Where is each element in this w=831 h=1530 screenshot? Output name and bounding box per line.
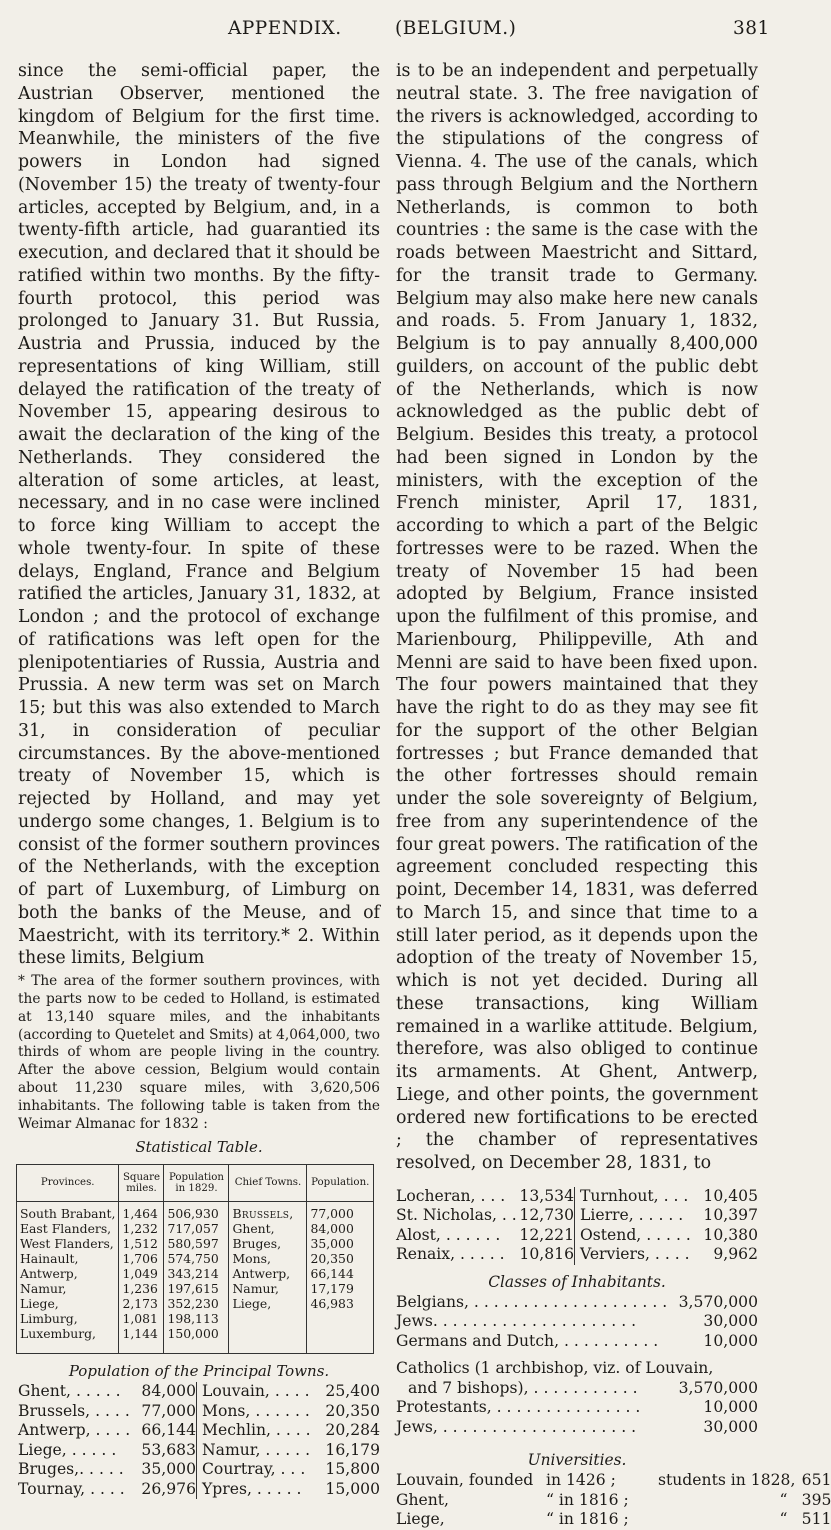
footnote: * The area of the former southern provinces, with the parts now to be ceded to Holland, is estimated at 13,140 square miles, and the inhabitants (according to Quetelet and Smits) at 4,064,000, two thirds of whom are people living in the country. After the above cession, Belgium would contain about 11,230 square miles, with 3,620,506 inhabitants. The following table is taken from the Weimar Almanac for 1832 : (18, 973, 380, 1132)
cell-town: Brussels, (229, 1201, 307, 1221)
cell-population: 352,230 (164, 1296, 229, 1311)
class-value: 30,000 (703, 1417, 758, 1436)
table-header-row (17, 1164, 374, 1201)
town-name: Liege, . . . . . (18, 1440, 117, 1459)
list-item (396, 1398, 758, 1418)
cell-miles: 2,173 (119, 1296, 164, 1311)
town-name: Ostend, . . . . . (580, 1225, 691, 1244)
cell-population: 506,930 (164, 1201, 229, 1221)
town-population: 10,397 (703, 1206, 758, 1225)
cell-town-pop: 66,144 (307, 1266, 374, 1281)
cell-miles: 1,144 (119, 1326, 164, 1354)
list-item (18, 1382, 196, 1402)
town-name: Turnhout, . . . (580, 1186, 689, 1205)
cell-town-pop (307, 1326, 374, 1354)
list-item (202, 1382, 380, 1402)
table-row (17, 1201, 374, 1221)
cell-town-pop (307, 1311, 374, 1326)
town-population: 12,730 (519, 1206, 574, 1225)
cell-province: Liege, (17, 1296, 119, 1311)
header-chief-towns: Chief Towns. (229, 1164, 307, 1201)
town-name: Bruges,. . . . . (18, 1460, 124, 1479)
cell-miles: 1,464 (119, 1201, 164, 1221)
cell-town (229, 1311, 307, 1326)
university-students: 651 (801, 1471, 831, 1490)
cell-population: 574,750 (164, 1251, 229, 1266)
list-item (580, 1206, 758, 1226)
table-row (17, 1236, 374, 1251)
left-column (18, 60, 380, 1499)
class-value: 10,000 (703, 1398, 758, 1417)
cell-town-pop: 84,000 (307, 1221, 374, 1236)
cell-province: Antwerp, (17, 1266, 119, 1281)
town-name: Mechlin, . . . . (202, 1421, 311, 1440)
town-population: 84,000 (141, 1382, 196, 1401)
page-number: 381 (733, 18, 770, 39)
university-students-label: “ (779, 1490, 788, 1509)
left-main-text: since the semi-official paper, the Austrian Observer, mentioned the kingdom of Belgium for the first time. Meanwhile, the ministers of the five powers in London had signed (November 15) the treaty of twenty-four articles, accepted by Belgium, and, in a twenty-fifth article, had guarantied its execution, and declared that it should be ratified within two months. By the fifty-fourth protocol, this period was prolonged to January 31. But Russia, Austria and Prussia, induced by the representations of king William, still delayed the ratification of the treaty of November 15, appearing desirous to await the declaration of the king of the Netherlands. They considered the alteration of some articles, at least, necessary, and in no case were inclined to force king William to accept the whole twenty-four. In spite of these delays, England, France and Belgium ratified the articles, January 31, 1832, at London ; and the protocol of exchange of ratifications was left open for the plenipotentiaries of Russia, Austria and Prussia. A new term was set on March 15; but this was also extended to March 31, in consideration of peculiar circumstances. By the above-mentioned treaty of November 15, which is rejected by Holland, and may yet undergo some changes, 1. Belgium is to consist of the former southern provinces of the Netherlands, with the exception of part of Luxemburg, of Limburg on both the banks of the Meuse, and of Maestricht, with its territory.* 2. Within these limits, Belgium (18, 61, 380, 969)
town-population: 20,284 (325, 1421, 380, 1440)
class-value: 10,000 (703, 1331, 758, 1350)
towns-column-1 (18, 1382, 196, 1499)
town-population: 16,179 (325, 1440, 380, 1459)
town-population: 15,000 (325, 1479, 380, 1498)
more-towns-column-2 (574, 1187, 758, 1265)
university-name: Liege, (396, 1510, 445, 1529)
town-population: 53,683 (141, 1440, 196, 1459)
header-belgium: (BELGIUM.) (395, 18, 517, 39)
cell-town: Antwerp, (229, 1266, 307, 1281)
list-item (396, 1206, 574, 1226)
cell-province: Luxemburg, (17, 1326, 119, 1354)
header-provinces: Provinces. (17, 1164, 119, 1201)
cell-town-pop: 35,000 (307, 1236, 374, 1251)
table-row (17, 1326, 374, 1354)
cell-miles: 1,512 (119, 1236, 164, 1251)
town-name: Brussels, . . . . (18, 1401, 130, 1420)
cell-town-pop: 17,179 (307, 1281, 374, 1296)
table-row (17, 1296, 374, 1311)
cell-town: Ghent, (229, 1221, 307, 1236)
cell-town-pop: 77,000 (307, 1201, 374, 1221)
town-name: Louvain, . . . . (202, 1382, 310, 1401)
header-appendix: APPENDIX. (228, 18, 342, 39)
principal-towns-list (18, 1382, 380, 1499)
cell-province: West Flanders, (17, 1236, 119, 1251)
class-name: Jews. . . . . . . . . . . . . . . . . . . . . (396, 1312, 637, 1331)
list-item (202, 1421, 380, 1441)
towns-column-2 (196, 1382, 380, 1499)
table-row (17, 1266, 374, 1281)
town-name: Verviers, . . . . (580, 1245, 690, 1264)
cell-town (229, 1326, 307, 1354)
list-item (396, 1187, 574, 1207)
list-item (396, 1226, 574, 1246)
university-students-label: students in 1828, (658, 1471, 796, 1490)
cell-miles: 1,081 (119, 1311, 164, 1326)
cell-miles: 1,049 (119, 1266, 164, 1281)
cell-town: Mons, (229, 1251, 307, 1266)
list-item (202, 1441, 380, 1461)
right-column (396, 60, 831, 1530)
header-square-miles: Square miles. (119, 1164, 164, 1201)
list-item (202, 1480, 380, 1500)
list-item (18, 1460, 196, 1480)
class-value: 30,000 (703, 1312, 758, 1331)
town-population: 26,976 (141, 1479, 196, 1498)
universities-title: Universities. (527, 1451, 627, 1470)
university-founded: in 1426 ; (546, 1471, 616, 1490)
town-name: Courtray, . . . (202, 1460, 306, 1479)
town-population: 77,000 (141, 1401, 196, 1420)
class-value: 3,570,000 (678, 1378, 758, 1397)
cell-population: 197,615 (164, 1281, 229, 1296)
university-students: 511 (801, 1510, 831, 1529)
cell-province: Limburg, (17, 1311, 119, 1326)
table-row (17, 1311, 374, 1326)
statistical-table-title: Statistical Table. (135, 1137, 263, 1156)
list-item (18, 1441, 196, 1461)
town-name: Antwerp, . . . . (18, 1421, 131, 1440)
list-item (580, 1245, 758, 1265)
class-name: Germans and Dutch, . . . . . . . . . . (396, 1331, 659, 1350)
university-students: 395 (801, 1490, 831, 1509)
universities-list (396, 1471, 831, 1530)
town-name: Lierre, . . . . . (580, 1206, 684, 1225)
cell-miles: 1,706 (119, 1251, 164, 1266)
list-item (202, 1402, 380, 1422)
list-item (396, 1245, 574, 1265)
cell-town: Bruges, (229, 1236, 307, 1251)
town-population: 10,816 (519, 1245, 574, 1264)
right-main-text: is to be an independent and perpetually neutral state. 3. The free navigation of the rivers is acknowledged, according to the stipulations of the congress of Vienna. 4. The use of the canals, which pass through Belgium and the Northern Netherlands, is common to both countries : the same is the case with the roads between Maestricht and Sittard, for the transit trade to Germany. Belgium may also make here new canals and roads. 5. From January 1, 1832, Belgium is to pay annually 8,400,000 guilders, on account of the public debt of the Netherlands, which is now acknowledged as the public debt of Belgium. Besides this treaty, a protocol had been signed in London by the ministers, with the exception of the French minister, April 17, 1831, according to which a part of the Belgic fortresses were to be razed. When the treaty of November 15 had been adopted by Belgium, France insisted upon the fulfilment of this promise, and Marienbourg, Philippeville, Ath and Menni are said to have been fixed upon. The four powers maintained that they have the right to do as they may see fit for the support of the other Belgian fortresses ; but France demanded that the other fortresses should remain under the sole sovereignty of Belgium, free from any superintendence of the four great powers. The ratification of the agreement concluded respecting this point, December 14, 1831, was deferred to March 15, and since that time to a still later period, as it depends upon the adoption of the treaty of November 15, which is not yet decided. During all these transactions, king William remained in a warlike attitude. Belgium, therefore, was also obliged to continue its armaments. At Ghent, Antwerp, Liege, and other points, the government ordered new fortifications to be erected ; the chamber of representatives resolved, on December 28, 1831, to (396, 61, 758, 1173)
cell-town: Liege, (229, 1296, 307, 1311)
cell-miles: 1,232 (119, 1221, 164, 1236)
town-population: 12,221 (519, 1225, 574, 1244)
principal-towns-title: Population of the Principal Towns. (68, 1362, 330, 1381)
list-item (580, 1226, 758, 1246)
cell-province: South Brabant, (17, 1201, 119, 1221)
town-name: Locheran, . . . (396, 1186, 506, 1205)
town-population: 10,380 (703, 1225, 758, 1244)
cell-town-pop: 20,350 (307, 1251, 374, 1266)
class-name: Belgians, . . . . . . . . . . . . . . . . . . . . (396, 1292, 668, 1311)
cell-population: 198,113 (164, 1311, 229, 1326)
town-population: 25,400 (325, 1382, 380, 1401)
list-item (396, 1418, 758, 1438)
town-name: Tournay, . . . . (18, 1479, 125, 1498)
class-name: and 7 bishops), . . . . . . . . . . . (408, 1378, 638, 1397)
town-population: 20,350 (325, 1401, 380, 1420)
classes-list (396, 1293, 758, 1438)
cell-province: East Flanders, (17, 1221, 119, 1236)
list-item (18, 1402, 196, 1422)
list-item (396, 1332, 758, 1352)
cell-town: Namur, (229, 1281, 307, 1296)
list-item (396, 1379, 758, 1399)
more-towns-list (396, 1187, 758, 1265)
list-item (396, 1312, 758, 1332)
cell-miles: 1,236 (119, 1281, 164, 1296)
town-population: 35,000 (141, 1460, 196, 1479)
list-item (580, 1187, 758, 1207)
table-row (17, 1251, 374, 1266)
cell-population: 717,057 (164, 1221, 229, 1236)
page-header (0, 18, 800, 48)
table-row (17, 1281, 374, 1296)
town-population: 15,800 (325, 1460, 380, 1479)
town-name: Ghent, . . . . . (18, 1382, 121, 1401)
class-name: Protestants, . . . . . . . . . . . . . . . (396, 1398, 641, 1417)
list-item (18, 1480, 196, 1500)
table-row (17, 1221, 374, 1236)
town-population: 10,405 (703, 1186, 758, 1205)
header-population: Population in 1829. (164, 1164, 229, 1201)
town-name: Renaix, . . . . . (396, 1245, 505, 1264)
cell-province: Namur, (17, 1281, 119, 1296)
cell-population: 150,000 (164, 1326, 229, 1354)
statistical-table (16, 1164, 374, 1355)
town-population: 66,144 (141, 1421, 196, 1440)
class-value: 3,570,000 (678, 1292, 758, 1311)
cell-population: 343,214 (164, 1266, 229, 1281)
university-founded: “ in 1816 ; (546, 1510, 629, 1529)
header-town-population: Population. (307, 1164, 374, 1201)
cell-population: 580,597 (164, 1236, 229, 1251)
classes-title: Classes of Inhabitants. (488, 1272, 666, 1291)
town-population: 9,962 (713, 1245, 758, 1264)
town-population: 13,534 (519, 1186, 574, 1205)
catholics-line: Catholics (1 archbishop, viz. of Louvain, (396, 1359, 714, 1378)
university-students-label: “ (779, 1510, 788, 1529)
more-towns-column-1 (396, 1187, 574, 1265)
university-founded: “ in 1816 ; (546, 1490, 629, 1509)
town-name: St. Nicholas, . . (396, 1206, 517, 1225)
cell-province: Hainault, (17, 1251, 119, 1266)
town-name: Mons, . . . . . . (202, 1401, 310, 1420)
list-item (202, 1460, 380, 1480)
class-name: Jews, . . . . . . . . . . . . . . . . . . . . (396, 1417, 637, 1436)
cell-town-pop: 46,983 (307, 1296, 374, 1311)
town-name: Namur, . . . . . (202, 1440, 311, 1459)
town-name: Alost, . . . . . . (396, 1225, 501, 1244)
list-item (396, 1293, 758, 1313)
town-name: Ypres, . . . . . (202, 1479, 302, 1498)
university-name: Louvain, founded (396, 1471, 534, 1490)
university-name: Ghent, (396, 1490, 449, 1509)
list-item (18, 1421, 196, 1441)
